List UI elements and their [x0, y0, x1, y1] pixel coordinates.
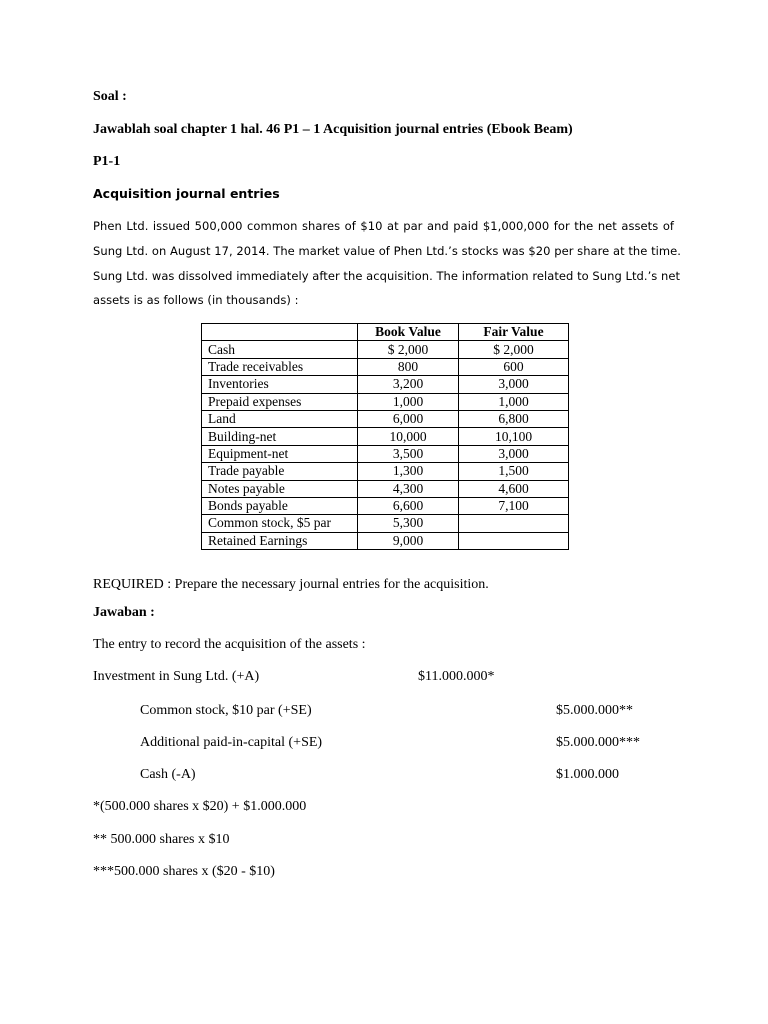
- table-cell-item: Trade receivables: [202, 358, 358, 375]
- table-cell-item: Building-net: [202, 428, 358, 445]
- table-row: [202, 497, 569, 514]
- table-cell-fair-value: 10,100: [459, 428, 569, 445]
- soal-label: Soal :: [93, 89, 127, 104]
- table-header-book-value: Book Value: [358, 324, 459, 341]
- table-cell-book-value: 3,200: [358, 376, 459, 393]
- table-cell-item: Land: [202, 410, 358, 427]
- table-row: [202, 428, 569, 445]
- question-line: Jawablah soal chapter 1 hal. 46 P1 – 1 Acquisition journal entries (Ebook Beam): [93, 122, 573, 137]
- table-row: [202, 532, 569, 549]
- table-row: [202, 463, 569, 480]
- credit-account: Common stock, $10 par (+SE): [140, 703, 312, 718]
- table-cell-book-value: 9,000: [358, 532, 459, 549]
- table-row: [202, 445, 569, 462]
- table-cell-fair-value: 600: [459, 358, 569, 375]
- table-cell-fair-value: [459, 515, 569, 532]
- table-cell-book-value: 6,600: [358, 497, 459, 514]
- problem-title: Acquisition journal entries: [93, 186, 280, 201]
- footnote: ** 500.000 shares x $10: [93, 832, 230, 847]
- required-statement: REQUIRED : Prepare the necessary journal entries for the acquisition.: [93, 577, 489, 592]
- table-cell-fair-value: $ 2,000: [459, 341, 569, 358]
- table-cell-fair-value: 6,800: [459, 410, 569, 427]
- paragraph-line: Phen Ltd. issued 500,000 common shares of $10 at par and paid $1,000,000 for the net assets of: [93, 219, 674, 233]
- table-cell-fair-value: 3,000: [459, 376, 569, 393]
- table-row: [202, 480, 569, 497]
- table-cell-book-value: 800: [358, 358, 459, 375]
- table-header-item: [202, 324, 358, 341]
- table-cell-book-value: 5,300: [358, 515, 459, 532]
- credit-amount: $1.000.000: [556, 767, 619, 782]
- table-cell-fair-value: [459, 532, 569, 549]
- debit-account: Investment in Sung Ltd. (+A): [93, 669, 260, 684]
- table-cell-fair-value: 1,500: [459, 463, 569, 480]
- table-cell-item: Prepaid expenses: [202, 393, 358, 410]
- table-cell-item: Common stock, $5 par: [202, 515, 358, 532]
- credit-account: Cash (-A): [140, 767, 196, 782]
- table-row: [202, 515, 569, 532]
- table-cell-item: Notes payable: [202, 480, 358, 497]
- table-row: [202, 393, 569, 410]
- table-cell-book-value: 3,500: [358, 445, 459, 462]
- table-cell-item: Cash: [202, 341, 358, 358]
- table-cell-fair-value: 7,100: [459, 497, 569, 514]
- problem-number: P1-1: [93, 154, 121, 169]
- table-cell-book-value: 6,000: [358, 410, 459, 427]
- table-row: [202, 341, 569, 358]
- table-cell-book-value: 4,300: [358, 480, 459, 497]
- credit-amount: $5.000.000**: [556, 703, 633, 718]
- table-row: [202, 358, 569, 375]
- table-row: [202, 410, 569, 427]
- debit-amount: $11.000.000*: [418, 669, 495, 684]
- table-cell-item: Retained Earnings: [202, 532, 358, 549]
- footnote: *(500.000 shares x $20) + $1.000.000: [93, 799, 307, 814]
- jawaban-label: Jawaban :: [93, 605, 155, 620]
- table-cell-book-value: 10,000: [358, 428, 459, 445]
- table-cell-item: Equipment-net: [202, 445, 358, 462]
- table-cell-fair-value: 1,000: [459, 393, 569, 410]
- table-cell-book-value: $ 2,000: [358, 341, 459, 358]
- table-cell-book-value: 1,300: [358, 463, 459, 480]
- table-cell-fair-value: 3,000: [459, 445, 569, 462]
- table-cell-item: Bonds payable: [202, 497, 358, 514]
- table-cell-fair-value: 4,600: [459, 480, 569, 497]
- paragraph-line: Sung Ltd. was dissolved immediately after the acquisition. The information related to Sung Ltd.’s net: [93, 269, 681, 283]
- table-cell-book-value: 1,000: [358, 393, 459, 410]
- credit-account: Additional paid-in-capital (+SE): [140, 735, 323, 750]
- footnote: ***500.000 shares x ($20 - $10): [93, 864, 275, 879]
- net-assets-table: [201, 323, 569, 550]
- paragraph-line: Sung Ltd. on August 17, 2014. The market value of Phen Ltd.’s stocks was $20 per share at the time.: [93, 244, 681, 258]
- credit-amount: $5.000.000***: [556, 735, 640, 750]
- table-cell-item: Inventories: [202, 376, 358, 393]
- table-header-fair-value: Fair Value: [459, 324, 569, 341]
- entry-intro: The entry to record the acquisition of the assets :: [93, 637, 366, 652]
- paragraph-line: assets is as follows (in thousands) :: [93, 293, 299, 307]
- table-row: [202, 376, 569, 393]
- table-cell-item: Trade payable: [202, 463, 358, 480]
- table-header-row: [202, 324, 569, 341]
